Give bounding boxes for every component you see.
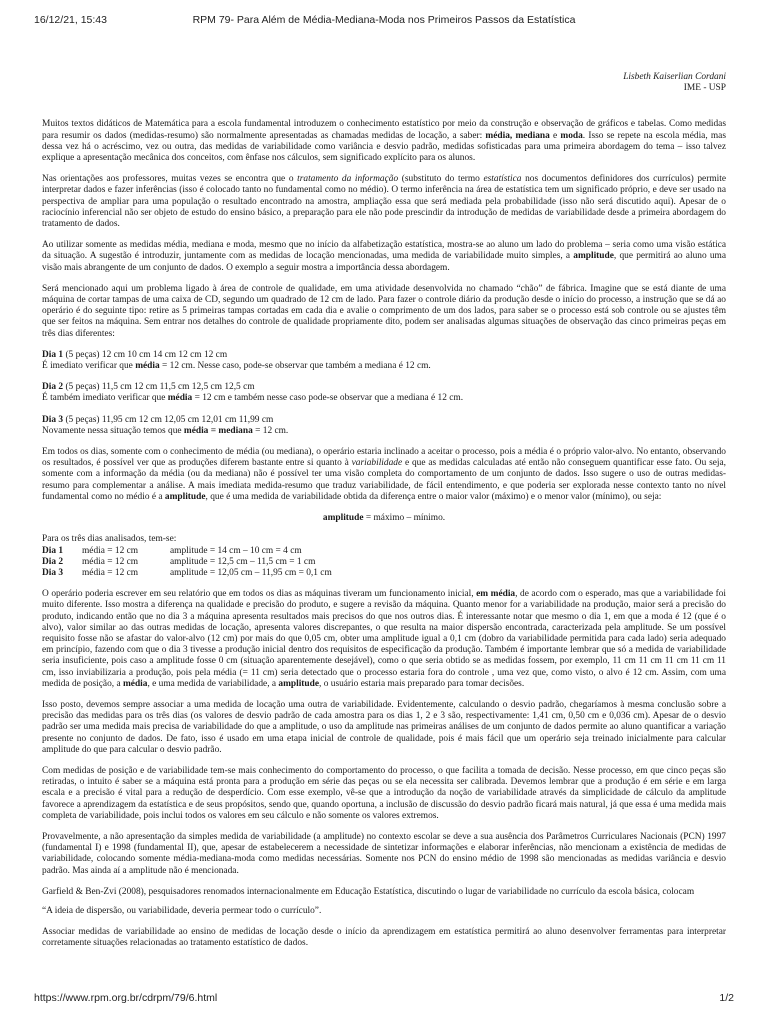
print-page-number: 1/2 xyxy=(719,992,734,1004)
summary-row: Dia 3 média = 12 cm amplitude = 12,05 cm – 11,95 cm = 0,1 cm xyxy=(42,567,332,578)
paragraph-orientations: Nas orientações aos professores, muitas vezes se encontra que o tratamento da informação (substituto do termo estatística nos documentos definidores dos currículos) permite interpretar dados e fazer inferências (isso é colocado tanto no fundamental como no médio). O termo inferência na área de estatística tem um significado próprio, e deve ser usado na perspectiva de ampliar para uma população o resultado encontrado na amostra, ampliação essa que será mediada pela probabilidade (isso não será discutido aqui). Apesar de o raciocínio inferencial não ser objeto de estudo do ensino básico, a preparação para ele não pode prescindir da introdução de medidas de variabilidade desde a primeira abordagem do tratamento de dados. xyxy=(42,174,726,230)
paragraph-variability: Em todos os dias, somente com o conhecimento de média (ou mediana), o operário estaria inclinado a aceitar o processo, pois a média é o próprio valor-alvo. No entanto, observando os resultados, é possível ver que as produções diferem bastante entre si quanto à variabilidade e que as medidas calculadas até então não conseguem quantificar esse fato. Ou seja, somente com a informação da média (ou da mediana) não é possível ter uma visão completa do comportamento de um conjunto de dados. Isso sugere o uso de outras medidas-resumo para complementar a análise. A mais imediata medida-resumo que traduz variabilidade, de fácil entendimento, e que poderia ser explorada nesse contexto tanto no nível fundamental como no médio é a amplitude, que é uma medida de variabilidade obtida da diferença entre o maior valor (máximo) e o menor valor (mínimo), ou seja: xyxy=(42,447,726,502)
day-2-block: Dia 2 (5 peças) 11,5 cm 12 cm 11,5 cm 12,5 cm 12,5 cm É também imediato verificar que média = 12 cm e também nesse caso pode-se observar que a mediana é 12 cm. xyxy=(42,382,464,404)
day-3-block: Dia 3 (5 peças) 11,95 cm 12 cm 12,05 cm 12,01 cm 11,99 cm Novamente nessa situação temos que média = mediana = 12 cm. xyxy=(42,414,289,436)
browser-print-footer xyxy=(0,992,768,1006)
author-name: Lisbeth Kaiserlian Cordani xyxy=(623,72,726,82)
summary-row: Dia 1 média = 12 cm amplitude = 14 cm – 10 cm = 4 cm xyxy=(42,545,302,556)
summary-row: Dia 2 média = 12 cm amplitude = 12,5 cm – 11,5 cm = 1 cm xyxy=(42,556,316,567)
summary-table xyxy=(42,534,726,579)
summary-intro: Para os três dias analisados, tem-se: xyxy=(42,534,177,545)
paragraph-operator-report: O operário poderia escrever em seu relatório que em todos os dias as máquinas tiveram um funcionamento inicial, em média, de acordo com o esperado, mas que a variabilidade foi muito diferente. Isso mostra a diferença na qualidade e precisão do produto, e sugere a revisão da máquina. Quanto menor for a variabilidade na produção, maior será a precisão do produto, indicando então que no dia 3 a máquina apresenta resultados mais precisos do que nos outros dias. É interessante notar que mesmo o dia 1, em que a moda é 12 (que é o alvo), valor similar ao das outras medidas de locação, apresenta valores discrepantes, o que resulta na maior dispersão encontrada, caracterizada pela amplitude. Se um possível requisito fosse não se afastar do valor-alvo (12 cm) por mais do que 0,05 cm, obter uma amplitude igual a 0,1 cm (dobro da variabilidade permitida para cada lado) seria adequado em princípio, fazendo com que o dia 3 tivesse a produção inicial dentro dos requisitos de especificação da produção. Também é importante lembrar que só a medida de variabilidade seria insuficiente, pois caso a amplitude fosse 0 cm (situação aparentemente desejável), como o que seria obtido se as medidas fossem, por exemplo, 11 cm 11 cm 11 cm 11 cm 11 cm, isso inviabilizaria a produção, pois pela média (= 11 cm) seria detectado que o processo estaria fora do controle , uma vez que, como visto, o alvo é 12 cm. Assim, com uma medida de posição, a média, e uma medida de variabilidade, a amplitude, o usuário estaria mais preparado para tomar decisões. xyxy=(42,589,726,689)
paragraph-pcn: Provavelmente, a não apresentação da simples medida de variabilidade (a amplitude) no contexto escolar se deve a sua ausência dos Parâmetros Curriculares Nacionais (PCN) 1997 (fundamental I) e 1998 (fundamental II), que, apesar de estabelecerem a necessidade de sintetizar informações e elaborar inferências, não mencionam a existência de medidas de variabilidade, colocando somente média-mediana-moda como medidas necessárias. Somente nos PCN do ensino médio de 1998 são mencionadas as medidas variância e desvio padrão. Mas ainda aí a amplitude não é mencionada. xyxy=(42,831,726,876)
article-body xyxy=(42,72,726,982)
paragraph-standard-deviation: Isso posto, devemos sempre associar a uma medida de locação uma outra de variabilidade. Evidentemente, calculando o desvio padrão, chegaríamos à mesma conclusão sobre a precisão das medidas para os três dias (os valores de desvio padrão de cada amostra para os dias 1, 2 e 3 são, respectivamente: 1,41 cm, 0,50 cm e 0,036 cm). Apesar de o desvio padrão ser uma medida mais precisa de variabilidade do que a amplitude, o uso da amplitude nas primeiras análises de um conjunto de dados permite ao aluno quantificar a variação presente no conjunto de dados. De fato, isso é usado em uma etapa inicial de controle de qualidade, pois é mais fácil que um operário seja treinado inicialmente para calcular amplitude do que para calcular o desvio padrão. xyxy=(42,699,726,755)
block-quote: “A ideia de dispersão, ou variabilidade, deveria permear todo o currículo”. xyxy=(42,905,322,916)
paragraph-garfield: Garfield & Ben-Zvi (2008), pesquisadores renomados internacionalmente em Educação Estatística, discutindo o lugar de variabilidade no currículo da escola básica, colocam xyxy=(42,886,695,897)
paragraph-amplitude-suggestion: Ao utilizar somente as medidas média, mediana e moda, mesmo que no início da alfabetização estatística, mostra-se ao aluno um lado do problema – seria como uma visão estática da situação. A sugestão é introduzir, juntamente com as medidas de locação mencionadas, uma medida de variabilidade muito simples, a amplitude, que permitirá ao aluno uma visão mais abrangente de um conjunto de dados. O exemplo a seguir mostra a importância dessa abordagem. xyxy=(42,240,726,273)
print-page-title: RPM 79- Para Além de Média-Mediana-Moda nos Primeiros Passos da Estatística xyxy=(192,14,576,26)
paragraph-quality-control: Será mencionado aqui um problema ligado à área de controle de qualidade, em uma atividade desenvolvida no chamado “chão” de fábrica. Imagine que se está diante de uma máquina de cortar tampas de uma caixa de CD, segundo um quadrado de 12 cm de lado. Para fazer o controle diário da produção desde o início do processo, a instrução que se dá ao operário é do seguinte tipo: retire as 5 primeiras tampas cortadas em cada dia e avalie o comprimento de um dos lados, para saber se o processo está sob controle ou se ajustes têm que ser feitos na máquina. Sem entrar nos detalhes do controle de qualidade propriamente dito, podem ser analisadas algumas situações de observação das cinco primeiras peças em três dias diferentes: xyxy=(42,283,726,339)
author-affiliation: IME - USP xyxy=(683,83,726,94)
paragraph-decision: Com medidas de posição e de variabilidade tem-se mais conhecimento do comportamento do processo, o que facilita a tomada de decisão. Nesse processo, em que cinco peças são retiradas, o intuito é saber se a máquina está pronta para a produção em série das peças ou se ela necessita ser calibrada. Devemos lembrar que a produção é em série e em larga escala e a precisão é vital para a redução de desperdício. Com esse exemplo, vê-se que a introdução da noção de variabilidade através da simplicidade de cálculo da amplitude favorece a aprendizagem da estatística e de seus propósitos, sendo que, quando oportuna, a inclusão de discussão do desvio padrão ficará mais natural, já que essa é uma medida mais completa de variabilidade, pois inclui todos os valores em seu cálculo e não somente os valores extremos. xyxy=(42,765,726,821)
paragraph-intro: Muitos textos didáticos de Matemática para a escola fundamental introduzem o conhecimento estatístico por meio da construção e observação de gráficos e tabelas. Como medidas para resumir os dados (medidas-resumo) são normalmente apresentadas as chamadas medidas de locação, a saber: média, mediana e moda. Isso se repete na escola média, mas dessa vez há o acréscimo, vez ou outra, das medidas de variabilidade como variância e desvio padrão, medidas sofisticadas para uma primeira abordagem do tema – isso talvez explique a apresentação mecânica dos conceitos, com ênfase nos cálculos, sem significado explícito para os alunos. xyxy=(42,119,726,164)
print-datetime: 16/12/21, 15:43 xyxy=(34,14,107,26)
day-1-block: Dia 1 (5 peças) 12 cm 10 cm 14 cm 12 cm 12 cm É imediato verificar que média = 12 cm. Nesse caso, pode-se observar que também a mediana é 12 cm. xyxy=(42,349,431,372)
paragraph-conclusion: Associar medidas de variabilidade ao ensino de medidas de locação desde o início da aprendizagem em estatística permitirá ao aluno desenvolver ferramentas para interpretar corretamente situações relacionadas ao tratamento estatístico de dados. xyxy=(42,927,726,949)
amplitude-formula: amplitude = máximo – mínimo. xyxy=(322,513,446,524)
browser-print-header xyxy=(0,14,768,28)
print-url: https://www.rpm.org.br/cdrpm/79/6.html xyxy=(34,992,218,1004)
